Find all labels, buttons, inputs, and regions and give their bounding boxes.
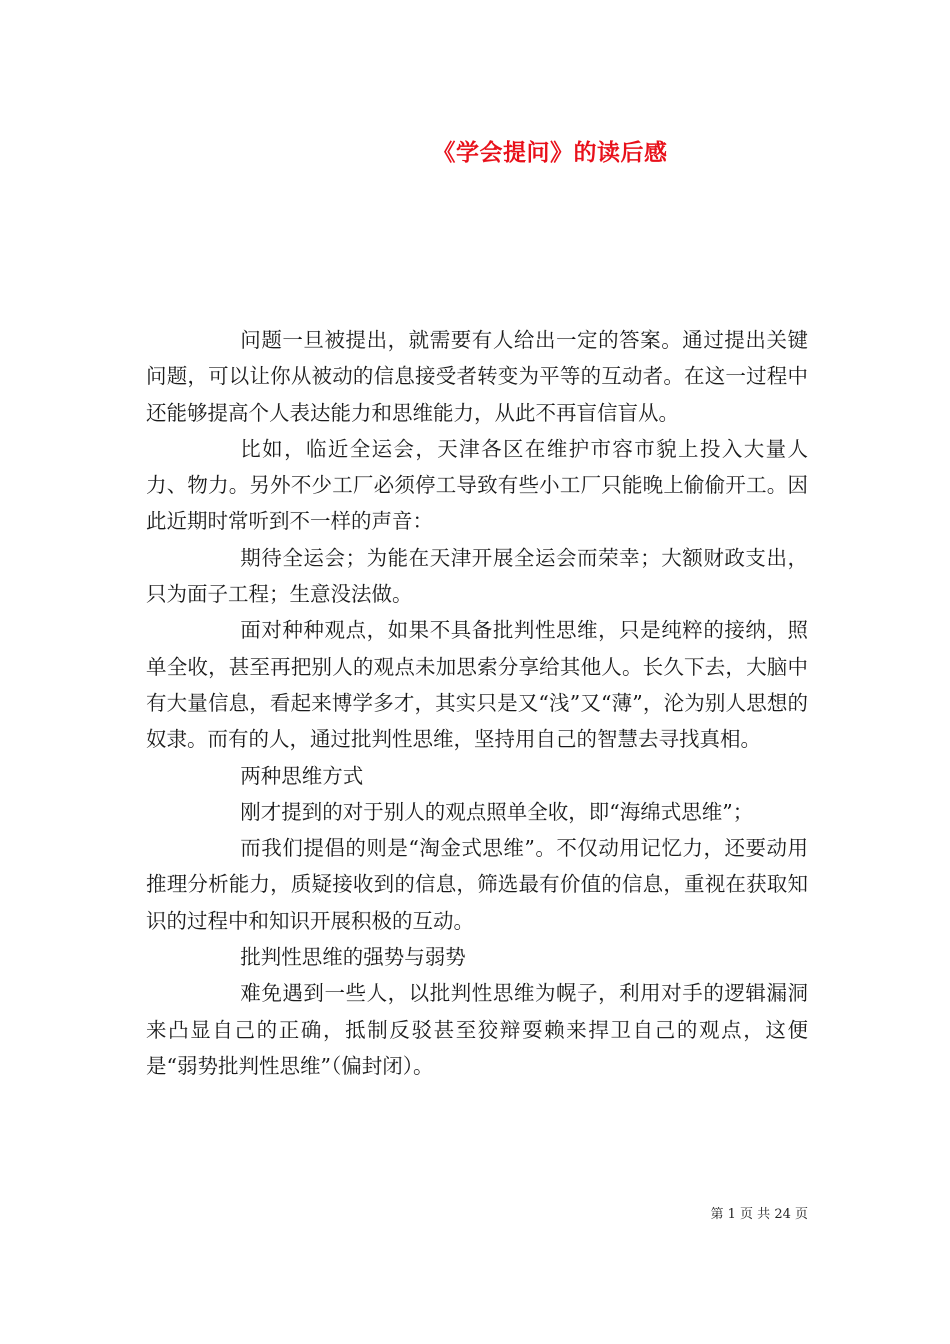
paragraph-4: 面对种种观点，如果不具备批判性思维，只是纯粹的接纳，照单全收，甚至再把别人的观点未加思索分享给其他人。长久下去，大脑中有大量信息，看起来博学多才，其实只是又“浅”又“薄”，沦为别人思想的奴隶。而有的人，通过批判性思维，坚持用自己的智慧去寻找真相。 <box>146 618 808 752</box>
paragraph-1: 问题一旦被提出，就需要有人给出一定的答案。通过提出关键问题，可以让你从被动的信息接受者转变为平等的互动者。在这一过程中还能够提高个人表达能力和思维能力，从此不再盲信盲从。 <box>146 328 808 425</box>
page-number-footer: 第 1 页 共 24 页 <box>710 1207 808 1222</box>
paragraph-5: 刚才提到的对于别人的观点照单全收，即“海绵式思维”； <box>240 799 754 824</box>
paragraph-7: 难免遇到一些人，以批判性思维为幌子，利用对手的逻辑漏洞来凸显自己的正确，抵制反驳甚至狡辩耍赖来捍卫自己的观点，这便是“弱势批判性思维”（偏封闭）。 <box>146 981 808 1078</box>
document-title: 《学会提问》的读后感 <box>432 139 668 166</box>
paragraph-3: 期待全运会；为能在天津开展全运会而荣幸；大额财政支出，只为面子工程；生意没法做。 <box>146 545 808 607</box>
section-heading-strong-weak: 批判性思维的强势与弱势 <box>240 945 466 970</box>
document-body <box>146 322 808 1084</box>
paragraph-2: 比如，临近全运会，天津各区在维护市容市貌上投入大量人力、物力。另外不少工厂必须停工导致有些小工厂只能晚上偷偷开工。因此近期时常听到不一样的声音： <box>146 436 808 534</box>
section-heading-two-thinking-modes: 两种思维方式 <box>240 763 364 788</box>
paragraph-6: 而我们提倡的则是“淘金式思维”。不仅动用记忆力，还要动用推理分析能力，质疑接收到的信息，筛选最有价值的信息，重视在获取知识的过程中和知识开展积极的互动。 <box>146 836 808 933</box>
